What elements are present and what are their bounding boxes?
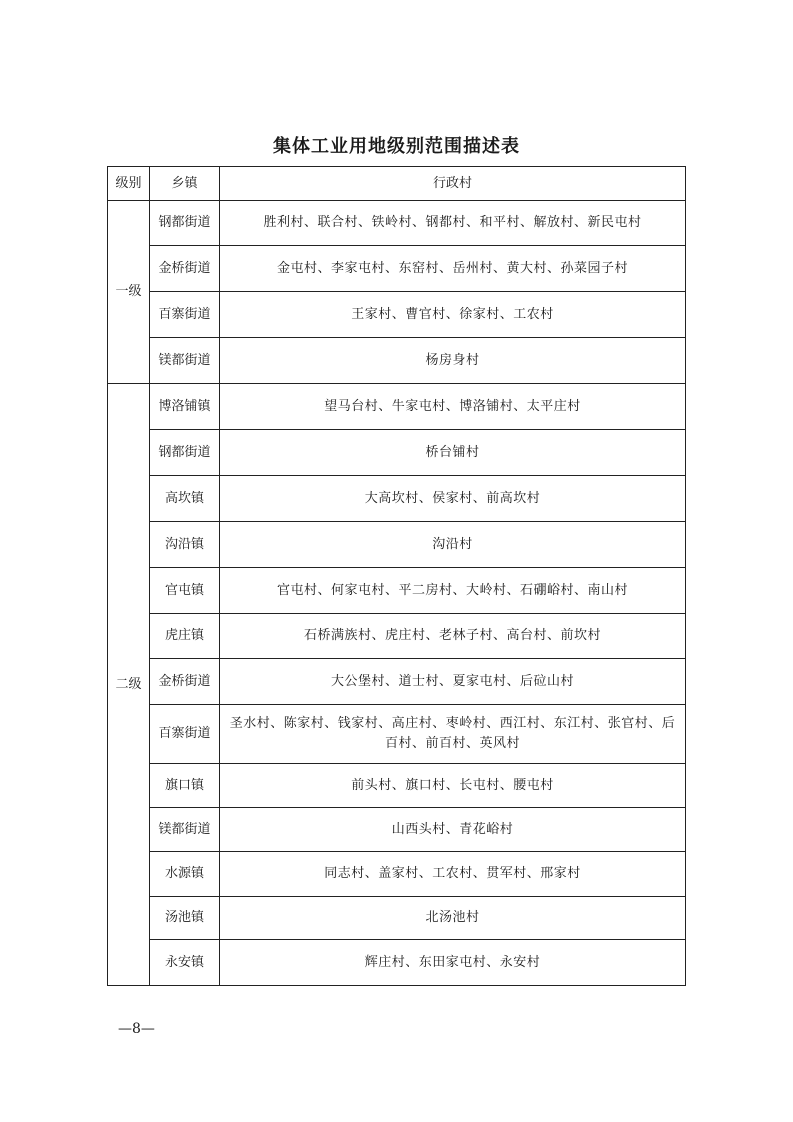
table-row — [108, 476, 686, 522]
town-cell: 钢都街道 — [150, 201, 220, 246]
villages-cell: 前头村、旗口村、长屯村、腰屯村 — [220, 764, 686, 808]
page-title: 集体工业用地级别范围描述表 — [273, 136, 520, 157]
header-villages: 行政村 — [220, 167, 686, 201]
villages-cell: 桥台铺村 — [220, 430, 686, 476]
villages-cell: 大高坎村、侯家村、前高坎村 — [220, 476, 686, 522]
land-grade-table — [107, 166, 686, 986]
town-cell: 金桥街道 — [150, 246, 220, 292]
table-row — [108, 246, 686, 292]
villages-cell: 石桥满族村、虎庄村、老林子村、高台村、前坎村 — [220, 614, 686, 659]
town-cell: 虎庄镇 — [150, 614, 220, 659]
table-row — [108, 568, 686, 614]
town-cell: 钢都街道 — [150, 430, 220, 476]
table-row — [108, 522, 686, 568]
villages-cell: 同志村、盖家村、工农村、贯军村、邢家村 — [220, 852, 686, 897]
table-row — [108, 808, 686, 852]
villages-cell: 沟沿村 — [220, 522, 686, 568]
villages-cell: 胜利村、联合村、铁岭村、钢都村、和平村、解放村、新民屯村 — [220, 201, 686, 246]
town-cell: 永安镇 — [150, 940, 220, 986]
table-header-row — [108, 167, 686, 201]
grade-cell: 一级 — [108, 201, 150, 384]
table-row — [108, 614, 686, 659]
town-cell: 水源镇 — [150, 852, 220, 897]
villages-cell: 北汤池村 — [220, 897, 686, 940]
villages-cell: 官屯村、何家屯村、平二房村、大岭村、石硼峪村、南山村 — [220, 568, 686, 614]
town-cell: 百寨街道 — [150, 292, 220, 338]
table-row — [108, 292, 686, 338]
villages-cell: 辉庄村、东田家屯村、永安村 — [220, 940, 686, 986]
page-number: —8— — [118, 1021, 155, 1037]
villages-cell: 王家村、曹官村、徐家村、工农村 — [220, 292, 686, 338]
table-row — [108, 764, 686, 808]
table-row — [108, 659, 686, 705]
villages-cell: 圣水村、陈家村、钱家村、高庄村、枣岭村、西江村、东江村、张官村、后百村、前百村、英风村 — [220, 705, 686, 764]
table-row — [108, 201, 686, 246]
town-cell: 官屯镇 — [150, 568, 220, 614]
table-row — [108, 852, 686, 897]
town-cell: 博洛铺镇 — [150, 384, 220, 430]
table-row — [108, 384, 686, 430]
villages-cell: 山西头村、青花峪村 — [220, 808, 686, 852]
town-cell: 汤池镇 — [150, 897, 220, 940]
table-row — [108, 897, 686, 940]
villages-cell: 金屯村、李家屯村、东窑村、岳州村、黄大村、孙菜园子村 — [220, 246, 686, 292]
villages-cell: 杨房身村 — [220, 338, 686, 384]
table-row — [108, 430, 686, 476]
town-cell: 百寨街道 — [150, 705, 220, 764]
town-cell: 高坎镇 — [150, 476, 220, 522]
town-cell: 镁都街道 — [150, 808, 220, 852]
table-row — [108, 338, 686, 384]
grade-cell: 二级 — [108, 384, 150, 986]
table-row — [108, 705, 686, 764]
town-cell: 金桥街道 — [150, 659, 220, 705]
town-cell: 沟沿镇 — [150, 522, 220, 568]
town-cell: 旗口镇 — [150, 764, 220, 808]
town-cell: 镁都街道 — [150, 338, 220, 384]
villages-cell: 望马台村、牛家屯村、博洛铺村、太平庄村 — [220, 384, 686, 430]
villages-cell: 大公堡村、道士村、夏家屯村、后砬山村 — [220, 659, 686, 705]
table-row — [108, 940, 686, 986]
header-town: 乡镇 — [150, 167, 220, 201]
header-grade: 级别 — [108, 167, 150, 201]
